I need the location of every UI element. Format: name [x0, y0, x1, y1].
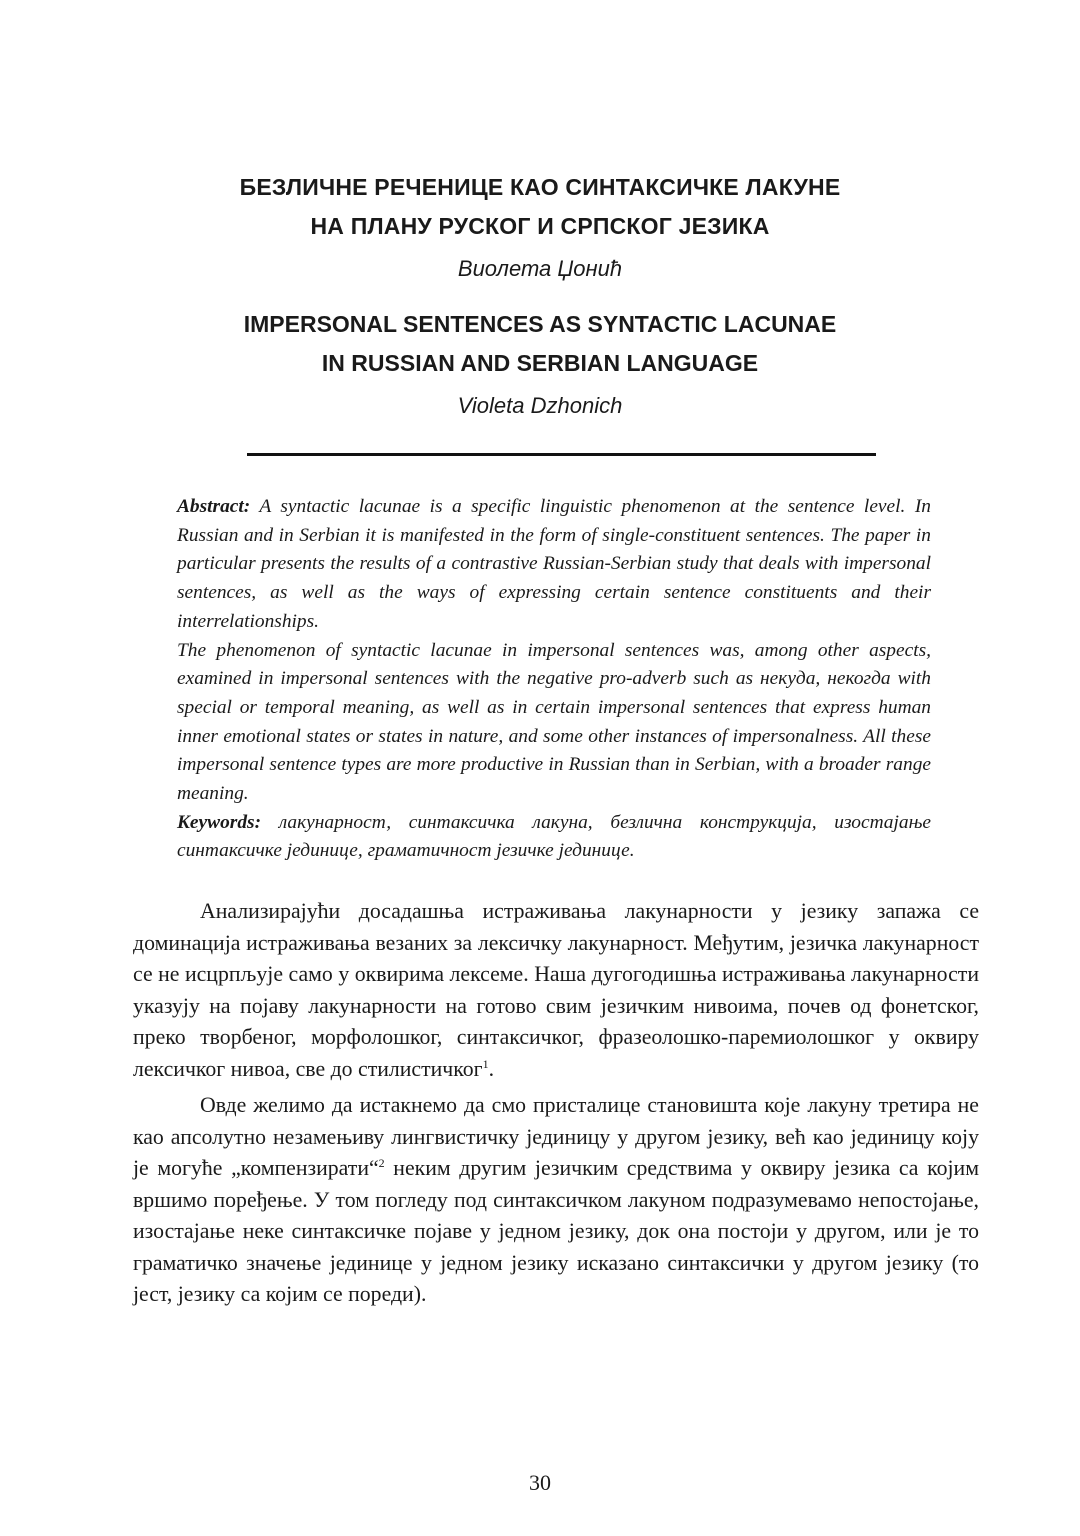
- keywords-paragraph: [177, 809, 931, 866]
- body-paragraph-2: [133, 1090, 979, 1311]
- body-paragraph-2-start: Овде желимо да истакнемо да смо присталице становишта које лакуну третира не као апсолутно незамењиву лингвистичку јединицу у другом језику, већ као јединицу коју је могуће „компензирати“: [133, 1093, 979, 1180]
- body-paragraph-1: [133, 896, 979, 1085]
- title-english-line-1: IMPERSONAL SENTENCES AS SYNTACTIC LACUNAE: [243, 311, 837, 337]
- keywords-label: Keywords:: [177, 811, 262, 833]
- body-paragraph-1-end: .: [488, 1056, 495, 1081]
- title-divider: [247, 453, 876, 456]
- author-serbian: Виолета Џонић: [457, 256, 623, 281]
- author-english: Violeta Dzhonich: [457, 393, 623, 418]
- abstract-label: Abstract:: [177, 496, 251, 517]
- abstract-block: [177, 493, 931, 866]
- body-paragraph-1-text: Анализирајући досадашња истраживања лакунарности у језику запажа се доминација истраживања везаних за лексичку лакунарност. Међутим, језичка лакунарност се не исцрпљује само у оквирима лексеме. Наша дугогодишња истраживања лакунарности указују на појаву лакунарности на готово свим језичким нивоима, почев од фонетског, преко творбеног, морфолошког, синтаксичког, фразеолошко-паремиолошког у оквиру лексичког нивоа, све до стилистичког: [133, 899, 979, 1081]
- footnote-ref-1[interactable]: 1: [482, 1056, 489, 1071]
- body-paragraph-2-rest: неким другим језичким средствима у оквиру језика са којим вршимо поређење. У том погледу под синтаксичком лакуном подразумевамо непостојање, изостајање неке синтаксичке појаве у једном језику, док она постоји у другом, или је то граматичко значење јединице у једном језику исказано синтаксички у другом језику (то јест, језику са којим се пореди).: [133, 1156, 979, 1306]
- abstract-paragraph-1: [177, 493, 931, 637]
- title-serbian-line-1: БЕЗЛИЧНЕ РЕЧЕНИЦЕ КАО СИНТАКСИЧКЕ ЛАКУНЕ: [239, 174, 841, 200]
- body-text: [133, 896, 979, 1316]
- abstract-paragraph-2: The phenomenon of syntactic lacunae in impersonal sentences was, among other aspects, examined in impersonal sentences with the negative pro-adverb such as некуда, некогда with special or temporal meaning, as well as in certain impersonal sentences that express human inner emotional states or states in nature, and some other instances of impersonalness. All these impersonal sentence types are more productive in Russian than in Serbian, with a broader range meaning.: [177, 639, 931, 805]
- title-english-line-2: IN RUSSIAN AND SERBIAN LANGUAGE: [321, 350, 759, 376]
- keywords-text: лакунарност, синтаксичка лакуна, безлична конструкција, изостајање синтаксичке јединице, граматичност језичке јединице.: [177, 811, 931, 862]
- title-serbian-line-2: НА ПЛАНУ РУСКОГ И СРПСКОГ ЈЕЗИКА: [310, 213, 770, 239]
- page-number: 30: [529, 1470, 551, 1495]
- abstract-text-1: A syntactic lacunae is a specific linguistic phenomenon at the sentence level. In Russian and in Serbian it is manifested in the form of single-constituent sentences. The paper in particular presents the results of a contrastive Russian-Serbian study that deals with impersonal sentences, as well as the ways of expressing certain sentence constituents and their interrelationships.: [177, 496, 931, 632]
- footnote-ref-2[interactable]: 2: [378, 1156, 385, 1170]
